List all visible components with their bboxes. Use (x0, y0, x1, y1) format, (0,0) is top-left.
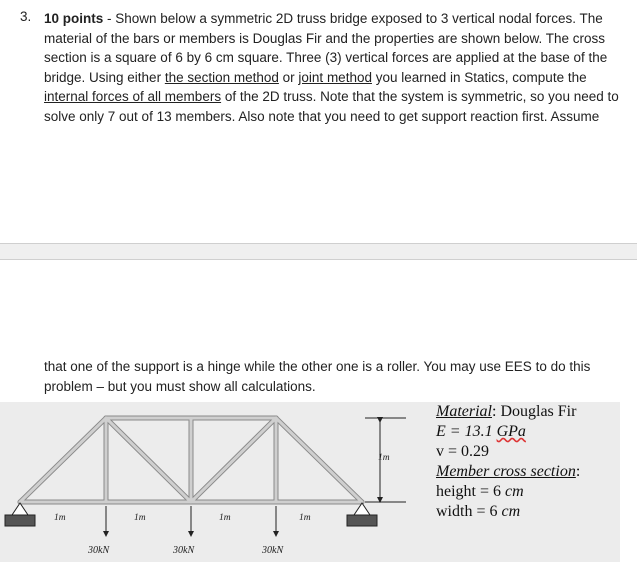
material-value: : Douglas Fir (492, 403, 577, 420)
question-paragraph (44, 9, 628, 126)
height-text: height = 6 (436, 483, 506, 500)
poisson-row: v = 0.29 (436, 443, 490, 460)
material-row (436, 402, 580, 422)
height-row (436, 482, 580, 502)
section-label: Member cross section (436, 463, 576, 480)
force-arrows (106, 506, 276, 534)
modulus-unit: GPa (496, 423, 526, 440)
height-label: 1m (378, 453, 390, 463)
right-support (347, 503, 377, 526)
span-label-1: 1m (54, 513, 66, 523)
force-label-3: 30kN (262, 545, 284, 556)
question-text-a: - Shown below a symmetric 2D truss bridge exposed to 3 vertical nodal forces. The material of the bars or members is Douglas Fir and the properties are shown below. The cross section is a square of 6 by 6 cm square. Three (3) vertical forces are applied at the base of the bridge. Using either (44, 11, 608, 85)
span-label-4: 1m (299, 513, 311, 523)
question-continuation: that one of the support is a hinge while the other one is a roller. You may use EES to do this problem – but you must show all calculations. (44, 359, 591, 394)
question-number: 3. (20, 9, 32, 24)
width-unit: cm (501, 503, 521, 520)
question-or: or (278, 69, 299, 85)
material-label: Material (436, 403, 492, 420)
span-label-2: 1m (134, 513, 146, 523)
question-text-b: you learned in Statics, compute the (371, 69, 587, 85)
force-label-2: 30kN (173, 545, 195, 556)
section-method-link[interactable]: the section method (164, 69, 279, 85)
internal-forces-link[interactable]: internal forces of all members (44, 89, 222, 104)
section-row (436, 462, 580, 482)
span-label-3: 1m (219, 513, 231, 523)
width-row (436, 502, 580, 522)
left-support (5, 503, 35, 526)
width-text: width = 6 (436, 503, 502, 520)
question-text-c: of the 2D truss. Note that the system is symmetric, so you need to solve only 7 out of 13 members. Also note that you need to get support reaction first. Assume (44, 89, 619, 124)
section-colon: : (575, 463, 581, 480)
modulus-row (436, 422, 580, 442)
height-unit: cm (505, 483, 524, 500)
truss-members (20, 418, 362, 502)
joint-method-link[interactable]: joint method (298, 69, 372, 85)
material-properties (436, 402, 580, 522)
modulus-text: E = 13.1 (436, 423, 497, 440)
points-label: 10 points (44, 11, 104, 26)
force-label-1: 30kN (88, 545, 110, 556)
page-break (0, 243, 637, 260)
